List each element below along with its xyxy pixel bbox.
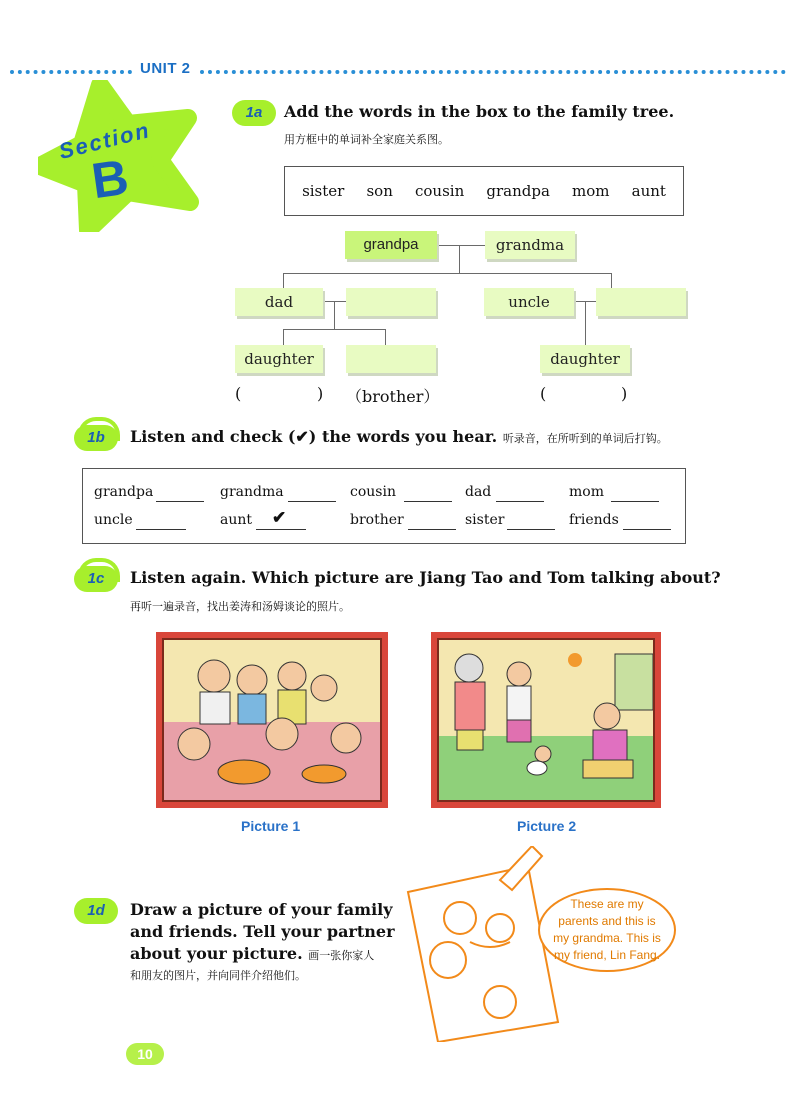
check-word: aunt xyxy=(220,512,253,528)
word-box-item: mom xyxy=(572,182,610,200)
picture-2-caption: Picture 2 xyxy=(517,818,577,834)
header-dotted-rule-left xyxy=(10,70,132,74)
check-blank[interactable] xyxy=(136,529,186,530)
check-word: brother xyxy=(350,512,404,528)
word-box xyxy=(284,166,684,216)
tree-node-blank-mom xyxy=(346,288,436,316)
exercise-tag-1d: 1d xyxy=(74,898,118,924)
paren-close-left: ) xyxy=(317,384,324,403)
check-word: friends xyxy=(569,512,619,528)
word-box-item: grandpa xyxy=(486,182,550,200)
instruction-1d-line3-en: about your picture. xyxy=(130,944,303,963)
picture-1-caption: Picture 1 xyxy=(241,818,301,834)
tree-connector xyxy=(459,245,460,273)
check-mark-icon: ✔ xyxy=(272,508,287,528)
section-word: Section xyxy=(56,117,153,164)
exercise-tag-1a: 1a xyxy=(232,100,276,126)
tree-node-grandpa: grandpa xyxy=(345,231,437,259)
speech-line: These are my xyxy=(570,897,644,911)
check-blank[interactable] xyxy=(496,501,544,502)
picture-2-park xyxy=(437,638,655,802)
tree-node-blank-aunt xyxy=(596,288,686,316)
header-dotted-rule-right xyxy=(200,70,786,74)
check-word: grandpa xyxy=(94,484,154,500)
check-word: cousin xyxy=(350,484,396,500)
check-blank[interactable] xyxy=(623,529,671,530)
speech-bubble xyxy=(538,888,676,972)
tree-connector xyxy=(283,329,385,330)
instruction-1b-en: Listen and check (✔) the words you hear. xyxy=(130,427,498,446)
exercise-tag-1c: 1c xyxy=(74,566,118,592)
instruction-1d-line3 xyxy=(130,944,374,963)
unit-label: UNIT 2 xyxy=(140,60,191,77)
instruction-1c: Listen again. Which picture are Jiang Tao and Tom talking about? xyxy=(130,568,721,587)
instruction-1d-cn-inline: 画一张你家人 xyxy=(308,949,375,962)
word-box-item: cousin xyxy=(414,182,465,200)
page-number: 10 xyxy=(126,1043,164,1065)
tree-node-daughter-left: daughter xyxy=(235,345,323,373)
tree-connector xyxy=(283,273,284,289)
instruction-1b-cn: 听录音，在所听到的单词后打钩。 xyxy=(502,432,668,445)
check-blank[interactable] xyxy=(156,501,204,502)
instruction-1d-line1: Draw a picture of your family xyxy=(130,900,393,919)
tree-node-daughter-right: daughter xyxy=(540,345,630,373)
tree-connector xyxy=(437,245,485,246)
picture-2-frame xyxy=(431,632,661,808)
tree-connector xyxy=(585,301,586,345)
instruction-cn-1a: 用方框中的单词补全家庭关系图。 xyxy=(284,133,449,146)
exercise-tag-1b: 1b xyxy=(74,425,118,451)
word-box-item: aunt xyxy=(631,182,666,200)
word-box-item: son xyxy=(366,182,393,200)
check-word: dad xyxy=(465,484,492,500)
check-blank[interactable] xyxy=(507,529,555,530)
check-blank[interactable] xyxy=(408,529,456,530)
tree-node-grandma: grandma xyxy=(485,231,575,259)
tree-connector xyxy=(385,329,386,345)
instruction-1d-cn-line2: 和朋友的图片，并向同伴介绍他们。 xyxy=(130,969,306,982)
speech-line: my grandma. This is xyxy=(553,931,661,945)
tree-connector xyxy=(334,301,335,329)
instruction-1d-line2: and friends. Tell your partner xyxy=(130,922,395,941)
check-blank[interactable] xyxy=(288,501,336,502)
tree-connector xyxy=(283,329,284,345)
word-box-item: sister xyxy=(302,182,345,200)
tree-node-dad: dad xyxy=(235,288,323,316)
speech-line: parents and this is xyxy=(558,914,656,928)
check-blank[interactable] xyxy=(611,501,659,502)
tree-node-blank-son xyxy=(346,345,436,373)
instruction-cn-1c: 再听一遍录音，找出姜涛和汤姆谈论的照片。 xyxy=(130,600,350,613)
tree-connector xyxy=(283,273,611,274)
brother-label: （brother） xyxy=(346,387,440,406)
section-letter: B xyxy=(88,148,132,210)
check-blank[interactable] xyxy=(404,501,452,502)
tree-node-uncle: uncle xyxy=(484,288,574,316)
check-word: grandma xyxy=(220,484,284,500)
paren-close-right: ) xyxy=(621,384,628,403)
paren-open-left: ( xyxy=(235,384,242,403)
check-blank[interactable] xyxy=(256,529,306,530)
picture-1-family-dinner xyxy=(162,638,382,802)
picture-1-frame xyxy=(156,632,388,808)
listening-check-box xyxy=(82,468,686,544)
check-word: mom xyxy=(569,484,604,500)
park-family-illustration xyxy=(439,640,653,800)
check-word: sister xyxy=(465,512,505,528)
paren-open-right: ( xyxy=(540,384,547,403)
instruction-1b xyxy=(130,427,668,446)
tree-connector xyxy=(611,273,612,289)
check-word: uncle xyxy=(94,512,133,528)
speech-line: my friend, Lin Fang. xyxy=(553,948,661,962)
instruction-1a: Add the words in the box to the family tree. xyxy=(284,102,675,121)
family-dinner-illustration xyxy=(164,640,380,800)
